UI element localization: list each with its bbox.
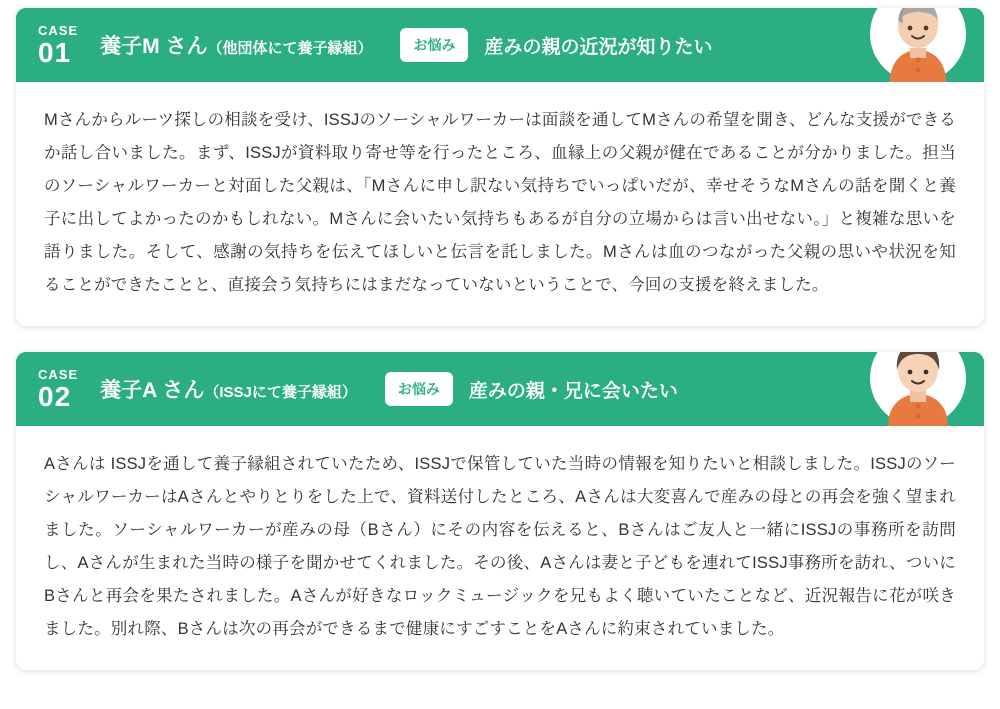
- worry-badge-02: お悩み: [385, 372, 453, 406]
- worry-badge-01: お悩み: [400, 28, 468, 62]
- case-header-01: [16, 8, 984, 82]
- case-number-01: [38, 24, 78, 67]
- case-label: CASE: [38, 366, 79, 382]
- avatar-adoptee-m-icon: [870, 8, 966, 82]
- case-title-sub: （ISSJにて養子縁組）: [204, 384, 357, 401]
- case-title-main: 養子A さん: [100, 379, 205, 402]
- worry-text-02: 産みの親・兄に会いたい: [468, 380, 678, 402]
- case-card-01: [16, 8, 984, 326]
- worry-text-01: 産みの親の近況が知りたい: [484, 36, 713, 58]
- case-digits: 01: [38, 36, 72, 68]
- avatar-adoptee-a-icon: [870, 352, 966, 426]
- case-card-02: [16, 352, 984, 670]
- case-title-sub: （他団体にて養子縁組）: [207, 40, 373, 57]
- case-label: CASE: [38, 22, 79, 38]
- case-title-main: 養子M さん: [100, 35, 208, 58]
- case-header-02: [16, 352, 984, 426]
- case-digits: 02: [38, 380, 72, 412]
- case-number-02: [38, 368, 78, 411]
- case-body-02: Aさんは ISSJを通して養子縁組されていたため、ISSJで保管していた当時の情報を知りたいと相談しました。ISSJのソーシャルワーカーはAさんとやりとりをした上で、資料送付したところ、Aさんは大変喜んで産みの母との再会を強く望まれました。ソーシャルワーカーが産みの母（Bさん）にその内容を伝えると、Bさんはご友人と一緒にISSJの事務所を訪問し、Aさんが生まれた当時の様子を聞かせてくれました。その後、Aさんは妻と子どもを連れてISSJ事務所を訪れ、ついにBさんと再会を果たされました。Aさんが好きなロックミュージックを兄もよく聴いていたことなど、近況報告に花が咲きました。別れ際、Bさんは次の再会ができるまで健康にすごすことをAさんに約束されていました。: [44, 455, 956, 638]
- case-body-01: Mさんからルーツ探しの相談を受け、ISSJのソーシャルワーカーは面談を通してMさんの希望を聞き、どんな支援ができるか話し合いました。まず、ISSJが資料取り寄せ等を行ったところ、血縁上の父親が健在であることが分かりました。担当のソーシャルワーカーと対面した父親は、「Mさんに申し訳ない気持ちでいっぱいだが、幸せそうなMさんの話を聞くと養子に出してよかったのかもしれない。Mさんに会いたい気持ちもあるが自分の立場からは言い出せない。」と複雑な思いを語りました。そして、感謝の気持ちを伝えてほしいと伝言を託しました。Mさんは血のつながった父親の思いや状況を知ることができたことと、直接会う気持ちにはまだなっていないということで、今回の支援を終えました。: [44, 111, 956, 294]
- case-title-02: [100, 374, 357, 404]
- case-title-01: [100, 30, 372, 60]
